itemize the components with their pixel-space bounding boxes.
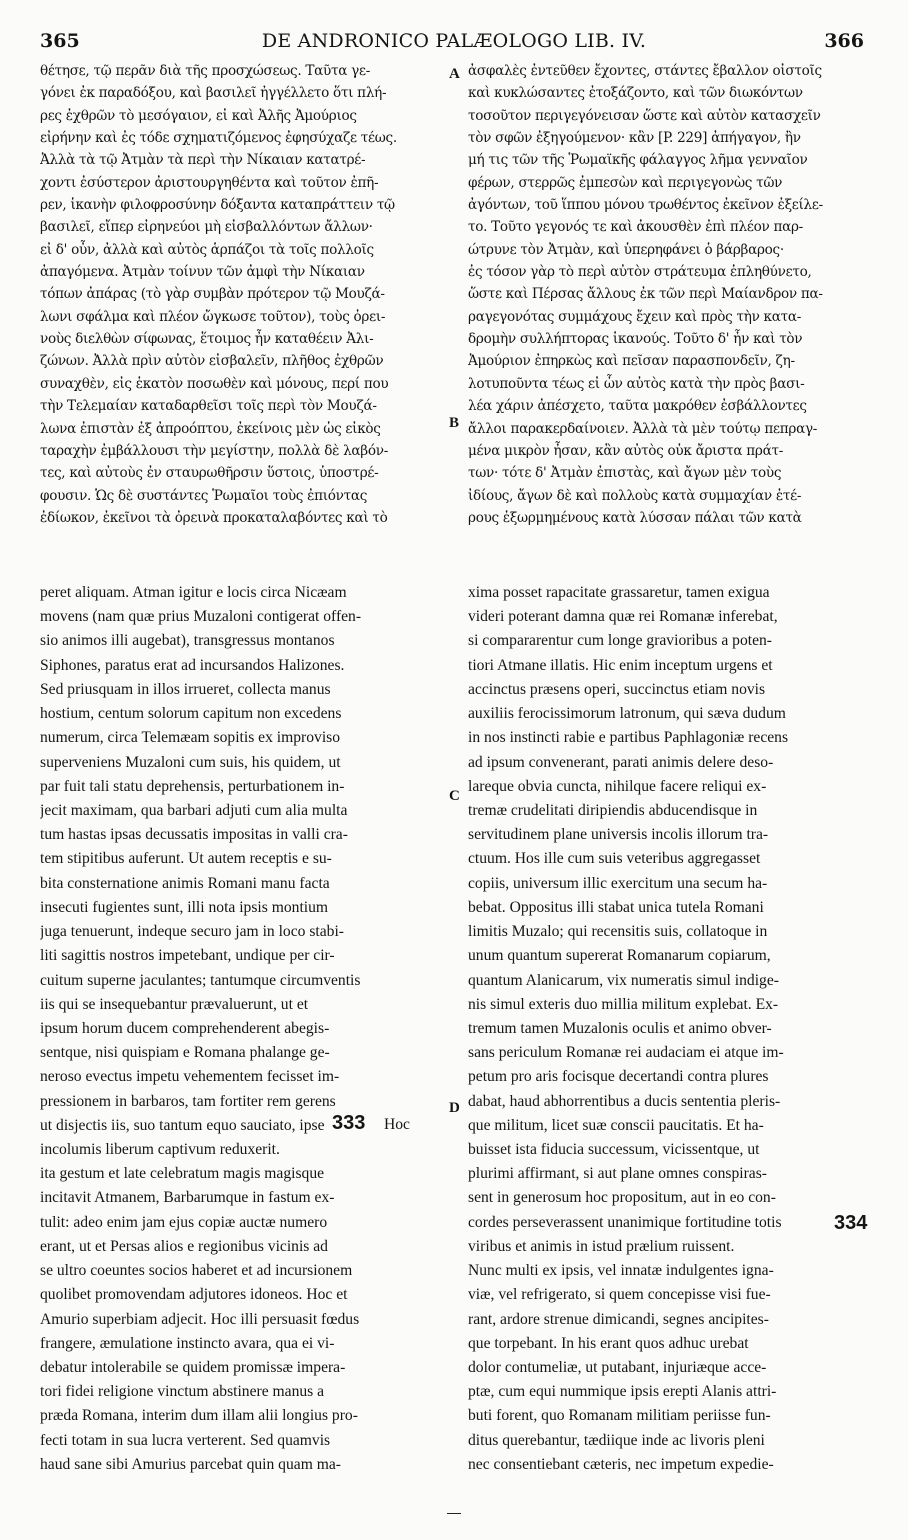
latin-right-line: videri poterant damna quæ rei Romanæ inferebat,: [468, 608, 778, 626]
greek-left-line: λωνι σφάλμα καὶ πλέον ὤγκωσε τοῦτον), τοὺς ὀρει-: [40, 308, 386, 325]
latin-column-right: [468, 581, 876, 1477]
margin-letter-b: B: [449, 415, 460, 431]
page-ref-334: 334: [834, 1212, 868, 1234]
latin-left-line: pressionem in barbaros, tam fortiter rem gerens: [40, 1092, 336, 1110]
greek-right-line: ἀγόντων, τοῦ ἵππου μόνου τρωθέντος ἐκεῖνον ἐξείλε-: [468, 197, 823, 214]
greek-left-line: χοντι ἐσύστερον ἀριστουργηθέντα καὶ τοῦτον ἐπῆ-: [40, 174, 379, 191]
greek-left-line: εἰ δ' οὖν, ἀλλὰ καὶ αὐτὸς ἁρπάζοι τὰ τοῖς πολλοῖς: [40, 241, 374, 258]
greek-left-line: ρες ἐχθρῶν τὸ μεσόγαιον, εἰ καὶ Ἀλῆς Ἀμούριος: [40, 107, 357, 124]
latin-left-line: ipsum horum ducem comprehenderent abegis-: [40, 1019, 330, 1037]
greek-left-line: εἰρήνην καὶ ἐς τόδε σχηματιζόμενος ἐφησύχαζε τέως.: [40, 130, 397, 147]
latin-left-line: bita consternatione animis Romani manu facta: [40, 874, 330, 892]
latin-right-line: ad ipsum convenerant, parati animis delere deso-: [468, 753, 774, 771]
latin-line-tail: Hoc: [384, 1116, 410, 1133]
greek-column-right: [468, 60, 876, 529]
latin-right-line: rant, ardore strenue dimicandi, segnes ancipites-: [468, 1310, 769, 1328]
latin-right-line: servitudinem plane universis incolis illorum tra-: [468, 826, 769, 844]
latin-right-line: petum pro aris focisque decertandi contra plures: [468, 1068, 769, 1086]
latin-left-line: iis qui se insequebantur prævaluerunt, ut et: [40, 995, 309, 1013]
latin-right-line: que torpebant. In his erant quos adhuc urebat: [468, 1334, 749, 1352]
latin-right-line: buisset ista fiducia successum, vicissentque, ut: [468, 1141, 760, 1159]
latin-right-line: quantum Alanicarum, vix numeratis simul indige-: [468, 971, 779, 989]
latin-right-line: plurimi affirmant, si aut plane omnes conspiras-: [468, 1165, 767, 1183]
running-header: [0, 30, 908, 56]
latin-left-line: hostium, centum solorum capitum non excedens: [40, 705, 342, 723]
greek-left-line: θέτησε, τῷ περᾶν διὰ τῆς προσχώσεως. Ταῦτα γε-: [40, 63, 370, 79]
latin-right-line: dolor contumeliæ, ut putabant, injuriæque acce-: [468, 1359, 767, 1376]
greek-left-line: τόπων ἀπάρας (τὸ γὰρ συμβὰν πρότερον τῷ Μουζά-: [40, 286, 385, 303]
latin-left-line: tulit: adeo enim jam ejus copiæ auctæ numero: [40, 1213, 328, 1231]
greek-right-line: των· τότε δ' Ἀτμὰν ἐπιστὰς, καὶ ἄγων μὲν τοὺς: [468, 465, 782, 482]
greek-right-line: το. Τοῦτο γεγονός τε καὶ ἀκουσθὲν ἐπὶ πλέον παρ-: [468, 219, 803, 236]
greek-left-line: ἐδίωκον, ἐκεῖνοι τὰ ὀρεινὰ προκαταλαβόντες καὶ τὸ: [40, 509, 388, 526]
latin-left-line: præda Romana, interim dum illam alii longius pro-: [40, 1407, 358, 1425]
latin-right-line: sent in generosum hoc propositum, aut in eo con-: [468, 1189, 776, 1207]
latin-right-line: tremæ crudelitati diripiendis abducendisque in: [468, 801, 758, 819]
latin-right-line: bebat. Oppositus illi stabat unica tutela Romani: [468, 898, 764, 916]
latin-right-line: ditus querebantur, tædiique inde ac livoris pleni: [468, 1431, 765, 1449]
latin-left-line: cuitum superne jaculantes; tantumque circumventis: [40, 971, 361, 989]
greek-right-line: ἐς τόσον γὰρ τὸ περὶ αὐτὸν στράτευμα ἐπληθύνετο,: [468, 264, 812, 281]
latin-left-line: incolumis liberum captivum reduxerit.: [40, 1141, 280, 1159]
latin-right-line: ptæ, cum equi nummique ipsis erepti Alanis attri-: [468, 1383, 777, 1401]
greek-left-line: φουσιν. Ὡς δὲ συστάντες Ῥωμαῖοι τοὺς ἐπιόντας: [40, 487, 368, 504]
latin-right-line: lareque obvia cuncta, nihilque facere reliqui ex-: [468, 777, 767, 795]
greek-left-line: βασιλεῖ, εἴπερ εἰρηνεύοι μὴ εἰσβαλλόντων ἄλλων·: [40, 219, 373, 236]
latin-left-line: fecti totam in sua lucra verterent. Sed quamvis: [40, 1431, 331, 1449]
latin-left-line: sio animos illi augebat), transgressus montanos: [40, 632, 335, 650]
latin-right-line: copiis, universum illic exercitum una secum ha-: [468, 874, 768, 892]
latin-right-line: cordes perseverassent unanimique fortitudine totis: [468, 1213, 782, 1231]
latin-right-line: viæ, vel refrigerato, si quem concepisse visi fue-: [468, 1286, 771, 1304]
latin-left-line: par fuit tali statu deprehensis, perturbationem in-: [40, 777, 345, 795]
latin-left-line: Sed priusquam in illos irrueret, collecta manus: [40, 680, 331, 698]
latin-left-line: liti sagittis nostros impetebant, undique per cir-: [40, 947, 335, 965]
page-number-right: 366: [824, 30, 864, 52]
greek-right-line: φέρων, στερρῶς ἐμπεσὼν καὶ περιγεγονὼς τῶν: [468, 174, 783, 191]
greek-left-line: Ἀλλὰ τὰ τῷ Ἀτμὰν τὰ περὶ τὴν Νίκαιαν κατατρέ-: [40, 152, 366, 169]
latin-right-line: tremum tamen Muzalonis oculis et animo obver-: [468, 1019, 772, 1037]
greek-right-line: ἄλλοι παρακερδαίνοιεν. Ἀλλὰ τὰ μὲν τούτῳ πεπραγ-: [468, 420, 818, 437]
greek-right-line: τὸν σφῶν ἐξηγούμενον· κἂν [P. 229] ἀπήγαγον, ἢν: [468, 130, 801, 147]
latin-left-line: frangere, æmulatione instincto avara, qua ei vi-: [40, 1334, 335, 1352]
latin-left-line: tem stipitibus auferunt. Ut autem receptis e su-: [40, 850, 332, 868]
latin-left-line: quolibet promovendam adjutores idoneos. Hoc et: [40, 1286, 348, 1304]
latin-left-line: jecit maximam, qua barbari adjuti cum alia multa: [40, 801, 348, 819]
latin-left-line: sentque, nisi quispiam e Romana phalange ge-: [40, 1044, 330, 1062]
greek-left-line: νοὺς διελθὼν σίφωνας, ἕτοιμος ἦν καταθέειν Ἀλι-: [40, 331, 374, 348]
latin-right-line: auxiliis ferocissimorum latronum, qui sæva dudum: [468, 705, 786, 723]
greek-left-line: λωνα ἐπιστὰν ἐξ ἀπροόπτου, ἐκείνοις μὲν ὡς εἰκὸς: [40, 420, 381, 437]
greek-right-line: μή τις τῶν τῆς Ῥωμαϊκῆς φάλαγγος λῆμα γενναῖον: [468, 152, 808, 169]
latin-right-line: xima posset rapacitate grassaretur, tamen exigua: [468, 584, 770, 601]
latin-right-line: nis simul exteris duo millia militum explebat. Ex-: [468, 995, 779, 1013]
latin-left-line: incitavit Atmanem, Barbarumque in fastum ex-: [40, 1189, 335, 1207]
greek-right-line: ἀσφαλὲς ἐντεῦθεν ἔχοντες, στάντες ἔβαλλον οἰστοῖς: [468, 63, 822, 79]
greek-left-line: ρεν, ἱκανὴν φιλοφροσύνην δόξαντα καταπράττειν τῷ: [40, 197, 395, 214]
greek-left-line: τὴν Τελεμαίαν καταδαρθεῖσι τοῖς περὶ τὸν Μουζά-: [40, 398, 377, 415]
greek-right-line: λοτυποῦντα τέως εἰ ὧν αὐτὸς κατὰ τὴν πρὸς βασι-: [468, 375, 805, 392]
margin-letter-a: A: [449, 66, 460, 82]
latin-right-line: que militum, licet suæ conscii paucitatis. Et ha-: [468, 1116, 764, 1134]
latin-right-line: tiori Atmane illatis. Hic enim inceptum urgens et: [468, 656, 773, 674]
greek-right-line: ραγεγονότας συμμάχους ἔχειν καὶ πρὸς τὴν κατα-: [468, 308, 802, 325]
greek-right-line: μένα μικρὸν ἦσαν, κἂν αὐτὸς οὐκ ἄριστα πράτ-: [468, 442, 784, 459]
latin-right-line: accinctus præsens operi, succinctus etiam novis: [468, 680, 766, 698]
latin-left-line: movens (nam quæ prius Muzaloni contigerat offen-: [40, 608, 362, 626]
greek-right-line: καὶ κυκλώσαντες ἐτοξάζοντο, καὶ τῶν διωκόντων: [468, 85, 803, 102]
latin-left-line: numerum, circa Telemæam sopitis ex improviso: [40, 729, 341, 747]
running-title: DE ANDRONICO PALÆOLOGO LIB. IV.: [261, 30, 647, 52]
greek-left-line: συναχθὲν, εἰς ἑκατὸν ποσωθὲν καὶ μόνους, περί που: [40, 375, 389, 392]
greek-left-line: γόνει ἐκ παραδόξου, καὶ βασιλεῖ ἠγγέλλετο ὅτι πλή-: [40, 85, 387, 102]
latin-left-line: tori fidei religione vinctum abstinere manus a: [40, 1383, 325, 1401]
greek-right-line: Ἀμούριον ἐπηρκὼς καὶ πεῖσαν παρασπονδεῖν, ζη-: [468, 353, 795, 370]
latin-right-line: unum quantum supererat Romanarum copiarum,: [468, 947, 771, 965]
greek-left-line: τες, καὶ αὐτοὺς ἐν σταυρωθῆρσιν ὕστοις, ὑποστρέ-: [40, 465, 379, 482]
latin-column-left: [40, 581, 444, 1477]
latin-left-line: Siphones, paratus erat ad incursandos Halizones.: [40, 656, 345, 674]
latin-right-line: limitis Muzalo; qui recensitis suis, collatoque in: [468, 923, 768, 941]
latin-right-line: viribus et animis in istud prælium ruissent.: [468, 1237, 735, 1255]
end-dash: [447, 1513, 461, 1514]
latin-left-line: juga tenuerunt, indeque securo jam in loco stabi-: [40, 923, 344, 941]
greek-right-line: ὥστε καὶ Πέρσας ἄλλους ἐκ τῶν περὶ Μαίανδρον πα-: [468, 286, 823, 303]
latin-left-line: se ultro coeuntes socios haberet et ad incursionem: [40, 1262, 353, 1280]
latin-left-line: neroso evectus impetu vehementem fecisset im-: [40, 1068, 340, 1086]
greek-left-line: ζώνων. Ἀλλὰ πρὶν αὐτὸν εἰσβαλεῖν, πλῆθος ἐχθρῶν: [40, 353, 384, 370]
latin-right-line: ctuum. Hos ille cum suis veteribus aggregasset: [468, 850, 761, 868]
greek-column-left: [40, 60, 444, 529]
latin-left-line: peret aliquam. Atman igitur e locis circa Nicæam: [40, 584, 347, 601]
greek-left-line: ταραχὴν ἐμβάλλουσι τὴν μεγίστην, πολλὰ δὲ λαβόν-: [40, 442, 388, 459]
latin-left-line: superveniens Muzaloni cum suis, his quidem, ut: [40, 753, 341, 771]
greek-right-line: ἰδίους, ἄγων δὲ καὶ πολλοὺς κατὰ συμμαχίαν ἑτέ-: [468, 487, 802, 504]
latin-left-line: erant, ut et Persas alios e regionibus vicinis ad: [40, 1237, 328, 1255]
latin-right-line: nec consentiebant cæteris, nec impetum expedie-: [468, 1455, 774, 1473]
latin-left-line: ita gestum et late celebratum magis magisque: [40, 1165, 325, 1183]
greek-right-line: δρομὴν συλλήπτορας ἱκανούς. Τοῦτο δ' ἦν καὶ τὸν: [468, 331, 803, 348]
margin-letter-c: C: [449, 788, 460, 804]
latin-right-line: sans periculum Romanæ rei audaciam ei atque im-: [468, 1044, 784, 1062]
greek-right-line: ρους ἐξωρμημένους κατὰ λύσσαν πάλαι τῶν κατὰ: [468, 509, 802, 526]
latin-right-line: dabat, haud abhorrentibus a ducis sententia pleris-: [468, 1092, 781, 1110]
latin-left-line: tum hastas ipsas decussatis impositas in valli cra-: [40, 826, 348, 844]
latin-left-line: insecuti fugientes sunt, illi nota ipsis montium: [40, 898, 329, 916]
greek-left-line: ἀπαγόμενα. Ἀτμὰν τοίνυν τῶν ἀμφὶ τὴν Νίκαιαν: [40, 264, 365, 281]
page-ref-333: 333: [332, 1112, 366, 1134]
latin-left-line: debatur intolerabile se quidem promissæ impera-: [40, 1359, 346, 1376]
latin-right-line: Nunc multi ex ipsis, vel innatæ indulgentes igna-: [468, 1262, 774, 1280]
latin-left-line: Amurio superbiam adjecit. Hoc illi persuasit fœdus: [40, 1310, 360, 1328]
margin-letter-d: D: [449, 1100, 460, 1116]
latin-right-line: in nos instincti rabie e partibus Paphlagoniæ recens: [468, 729, 789, 747]
greek-right-line: ώτρυνε τὸν Ἀτμὰν, καὶ ὑπερηφάνει ὁ βάρβαρος·: [468, 241, 784, 258]
greek-right-line: τοσοῦτον περιγεγόνεισαν ὥστε καὶ αὐτὸν κατασχεῖν: [468, 107, 821, 124]
latin-right-line: buti forent, quo Romanam militiam periisse fun-: [468, 1407, 771, 1425]
latin-left-line: haud sane sibi Amurius parcebat quin quam ma-: [40, 1455, 341, 1473]
latin-left-line: ut disjectis iis, suo tantum equo sauciato, ipse: [40, 1116, 325, 1134]
greek-right-line: λέα χάριν ἀπέσχετο, ταῦτα μακρόθεν ἐσβάλλοντες: [468, 398, 807, 415]
page-number-left: 365: [40, 30, 80, 52]
latin-right-line: si compararentur cum longe gravioribus a poten-: [468, 632, 772, 650]
